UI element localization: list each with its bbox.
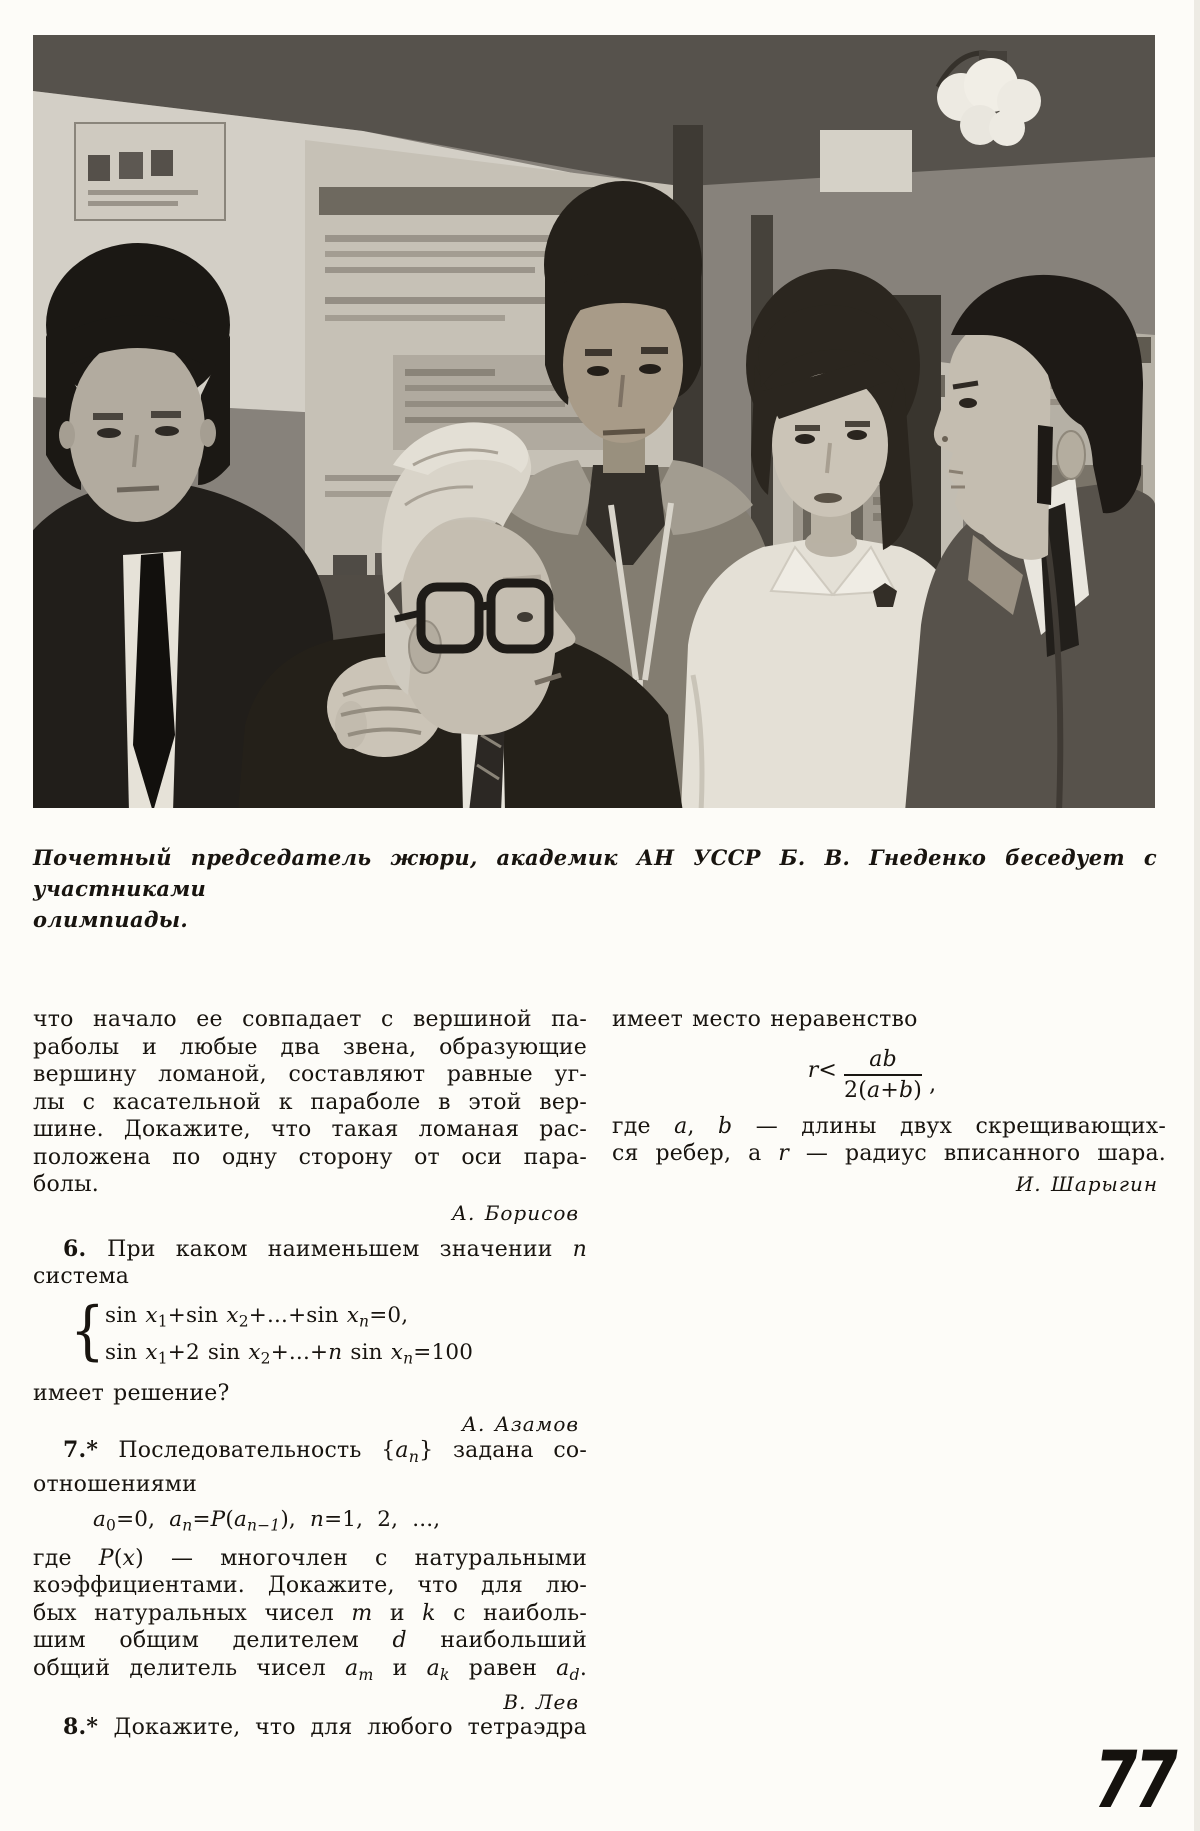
problem-7-heading: 7.* Последовательность $\{a_n\}$ задана со- — [63, 1437, 587, 1467]
page-number: 77 — [1094, 1736, 1175, 1826]
recurrence-formula: $a_0=0$, $a_n=P(a_{n-1})$, n=1, 2, ..., — [93, 1507, 441, 1535]
author-signature: А. Борисов — [451, 1200, 579, 1225]
text-line: что начало ее совпадает с вершиной па- — [33, 1007, 587, 1032]
inequality-formula — [612, 1047, 1166, 1104]
text-line: лы с касательной к параболе в этой вер- — [33, 1089, 587, 1115]
fraction — [844, 1047, 922, 1104]
fraction-denominator: 2(a+b) — [844, 1077, 923, 1103]
equation-system — [33, 1293, 587, 1375]
text-line: имеет решение? — [33, 1380, 230, 1406]
caption-line: Почетный председатель жюри, академик АН УССР Б. В. Гнеденко беседует с участниками — [33, 845, 1157, 901]
text-line: отношениями — [33, 1471, 197, 1497]
right-column — [612, 1006, 1166, 1197]
equation-line: $\sin x_1+\sin$ $x_2+...+\sin$ $x_n=0$, — [105, 1302, 409, 1331]
caption-line: олимпиады. — [33, 907, 189, 932]
text-line: положена по одну сторону от оси пара- — [33, 1144, 587, 1170]
equation-line: $\sin x_1+2$ $\sin x_2+...+n$ $\sin x_n=100$ — [105, 1340, 474, 1368]
text-line: коэффициентами. Докажите, что для лю- — [33, 1573, 587, 1599]
inequality-lhs: r< — [807, 1057, 838, 1083]
author-signature: А. Азамов — [461, 1412, 579, 1437]
author-signature: В. Лев — [503, 1689, 579, 1714]
fraction-numerator: ab — [844, 1047, 922, 1076]
text-line: шине. Докажите, что такая ломаная рас- — [33, 1117, 587, 1142]
problem-8-heading: 8.* Докажите, что для любого тетраэдра — [63, 1713, 587, 1740]
photograph — [33, 35, 1155, 808]
photo-scene — [33, 35, 1155, 808]
problem-6-heading: 6. При каком наименьшем значении n — [63, 1235, 587, 1262]
text-line: общий делитель чисел $a_m$ и $a_k$ равен $a_d$. — [33, 1655, 588, 1684]
page-edge-shadow — [1194, 0, 1200, 1831]
text-line: шим общим делителем d наибольший — [33, 1628, 587, 1654]
system-brace: { — [70, 1293, 105, 1368]
text-line: где P(x) — многочлен с натуральными — [33, 1545, 587, 1571]
bright-panel-small — [820, 130, 912, 192]
text-line: ся ребер, а r — радиус вписанного шара. — [612, 1141, 1166, 1166]
photo-caption — [33, 842, 1157, 935]
text-line: имеет место неравенство — [612, 1007, 918, 1032]
text-line: раболы и любые два звена, образующие — [33, 1034, 587, 1060]
left-column — [33, 1006, 587, 1741]
text-line: бых натуральных чисел m и k с наиболь- — [33, 1600, 587, 1626]
text-line: болы. — [33, 1172, 99, 1197]
text-line: вершину ломаной, составляют равные уг- — [33, 1062, 587, 1087]
formula-comma: , — [929, 1071, 937, 1097]
text-line: где a, b — длины двух скрещивающих- — [612, 1113, 1167, 1139]
display-stand-left — [75, 123, 225, 220]
text-line: система — [33, 1264, 130, 1289]
author-signature: И. Шарыгин — [1015, 1171, 1158, 1196]
